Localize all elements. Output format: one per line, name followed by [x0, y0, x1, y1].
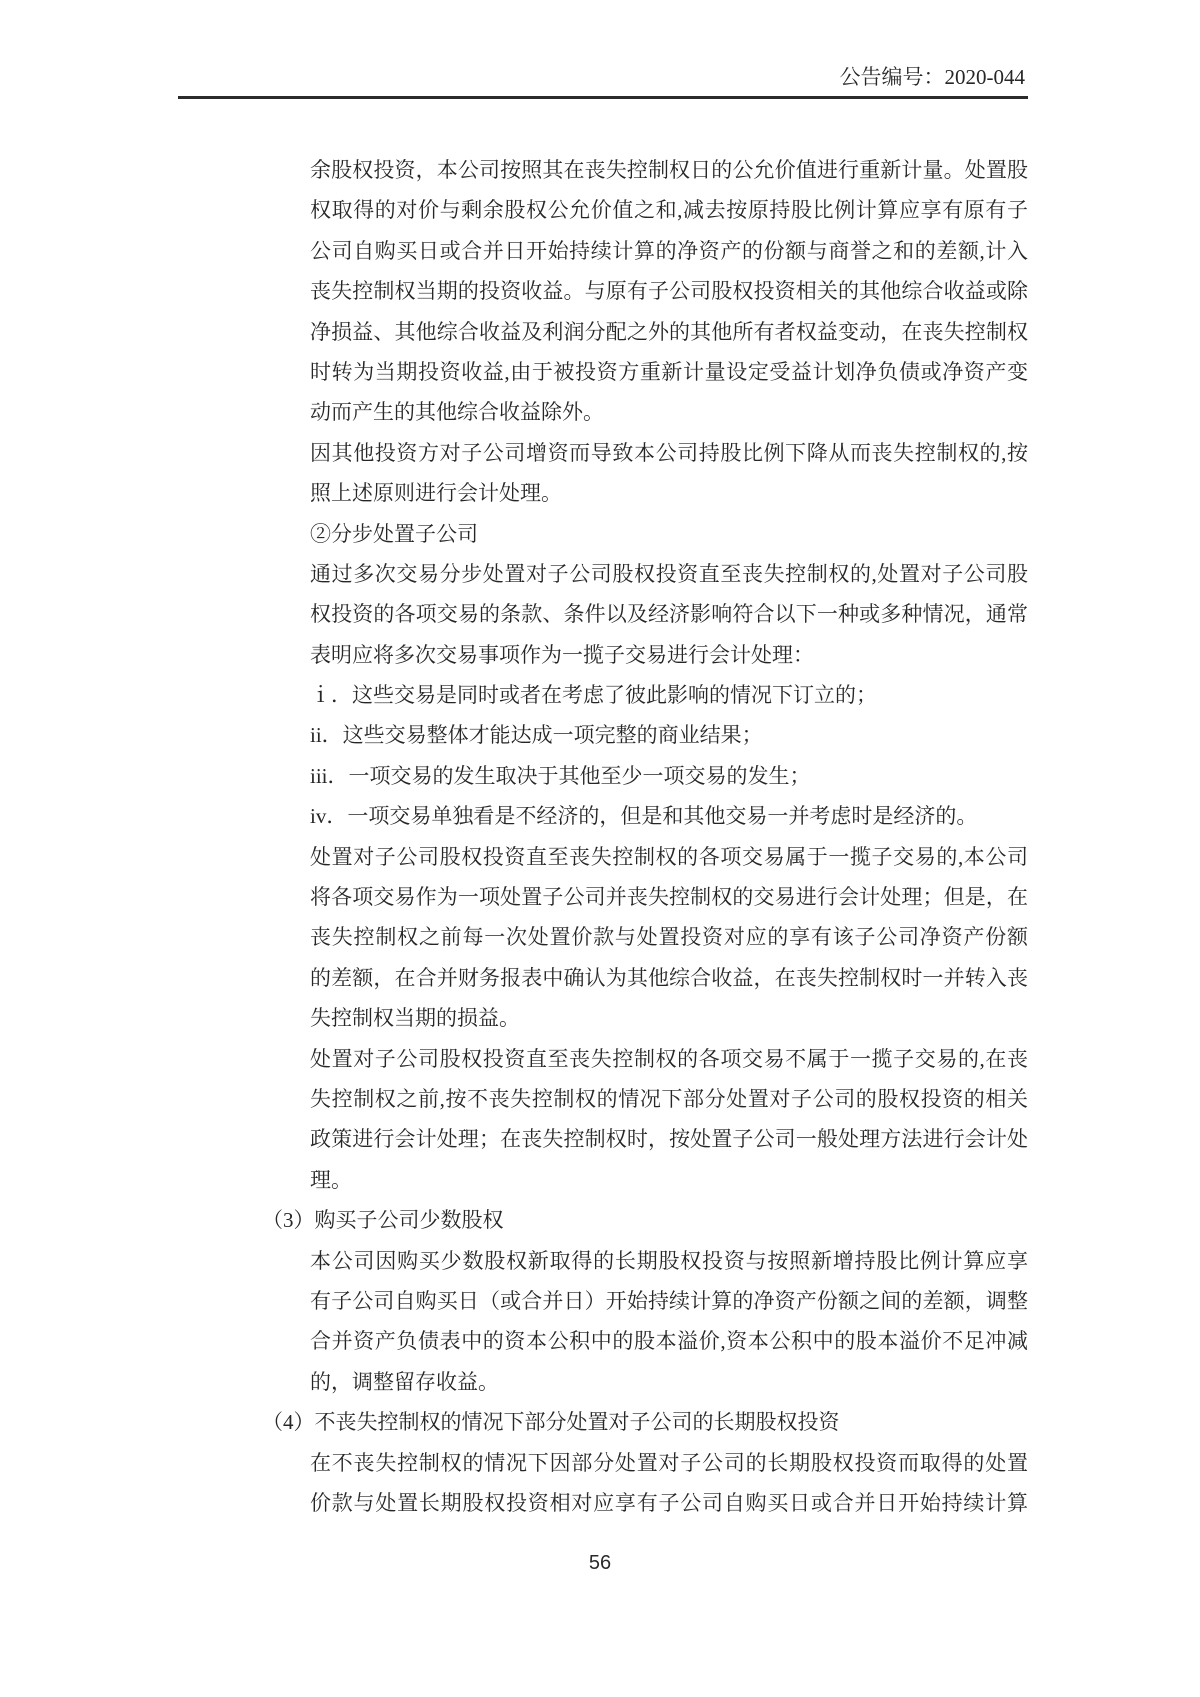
text-line: 的差额，在合并财务报表中确认为其他综合收益，在丧失控制权时一并转入丧: [310, 965, 1028, 990]
text-line: 通过多次交易分步处置对子公司股权投资直至丧失控制权的,处置对子公司股: [310, 561, 1028, 586]
text-line: 政策进行会计处理；在丧失控制权时，按处置子公司一般处理方法进行会计处: [310, 1127, 1028, 1152]
text-line: 处置对子公司股权投资直至丧失控制权的各项交易不属于一揽子交易的,在丧: [310, 1046, 1028, 1071]
text-line: 理。: [310, 1167, 352, 1192]
text-line: 丧失控制权之前每一次处置价款与处置投资对应的享有该子公司净资产份额: [310, 925, 1028, 950]
text-line: 时转为当期投资收益,由于被投资方重新计量设定受益计划净负债或净资产变: [310, 359, 1028, 384]
page-number: 56: [588, 1552, 612, 1574]
text-line: 表明应将多次交易事项作为一揽子交易进行会计处理：: [310, 642, 814, 667]
text-line: 价款与处置长期股权投资相对应享有子公司自购买日或合并日开始持续计算: [310, 1490, 1028, 1515]
text-line: 照上述原则进行会计处理。: [310, 481, 562, 506]
text-line: 丧失控制权当期的投资收益。与原有子公司股权投资相关的其他综合收益或除: [310, 279, 1028, 304]
text-line: 余股权投资，本公司按照其在丧失控制权日的公允价值进行重新计量。处置股: [310, 158, 1028, 182]
text-line: 净损益、其他综合收益及利润分配之外的其他所有者权益变动，在丧失控制权: [310, 319, 1028, 344]
text-line: 有子公司自购买日（或合并日）开始持续计算的净资产份额之间的差额，调整: [310, 1288, 1028, 1313]
text-line: ii．这些交易整体才能达成一项完整的商业结果；: [310, 723, 763, 748]
text-line: iv．一项交易单独看是不经济的，但是和其他交易一并考虑时是经济的。: [310, 804, 978, 829]
text-line: 处置对子公司股权投资直至丧失控制权的各项交易属于一揽子交易的,本公司: [310, 844, 1028, 869]
text-line: （3）购买子公司少数股权: [262, 1208, 504, 1233]
text-line: ｉ．这些交易是同时或者在考虑了彼此影响的情况下订立的；: [310, 683, 877, 708]
text-line: ②分步处置子公司: [310, 521, 478, 546]
text-line: 将各项交易作为一项处置子公司并丧失控制权的交易进行会计处理；但是，在: [310, 885, 1028, 910]
text-line: 的，调整留存收益。: [310, 1369, 499, 1394]
notice-number: 公告编号：2020-044: [839, 65, 1025, 89]
text-line: 公司自购买日或合并日开始持续计算的净资产的份额与商誉之和的差额,计入: [310, 238, 1028, 263]
text-line: 动而产生的其他综合收益除外。: [310, 400, 604, 425]
text-line: 失控制权之前,按不丧失控制权的情况下部分处置对子公司的股权投资的相关: [310, 1086, 1028, 1111]
text-line: 合并资产负债表中的资本公积中的股本溢价,资本公积中的股本溢价不足冲减: [310, 1329, 1028, 1354]
body-text: [262, 150, 1028, 1523]
header-rule: [178, 96, 1028, 99]
text-line: 权取得的对价与剩余股权公允价值之和,减去按原持股比例计算应享有原有子: [310, 198, 1028, 223]
text-line: 失控制权当期的损益。: [310, 1006, 520, 1031]
text-line: 因其他投资方对子公司增资而导致本公司持股比例下降从而丧失控制权的,按: [310, 440, 1028, 465]
text-line: 本公司因购买少数股权新取得的长期股权投资与按照新增持股比例计算应享: [310, 1248, 1028, 1273]
text-line: 在不丧失控制权的情况下因部分处置对子公司的长期股权投资而取得的处置: [310, 1450, 1028, 1475]
text-line: （4）不丧失控制权的情况下部分处置对子公司的长期股权投资: [262, 1410, 840, 1435]
text-line: iii．一项交易的发生取决于其他至少一项交易的发生；: [310, 763, 811, 788]
text-line: 权投资的各项交易的条款、条件以及经济影响符合以下一种或多种情况，通常: [310, 602, 1028, 627]
